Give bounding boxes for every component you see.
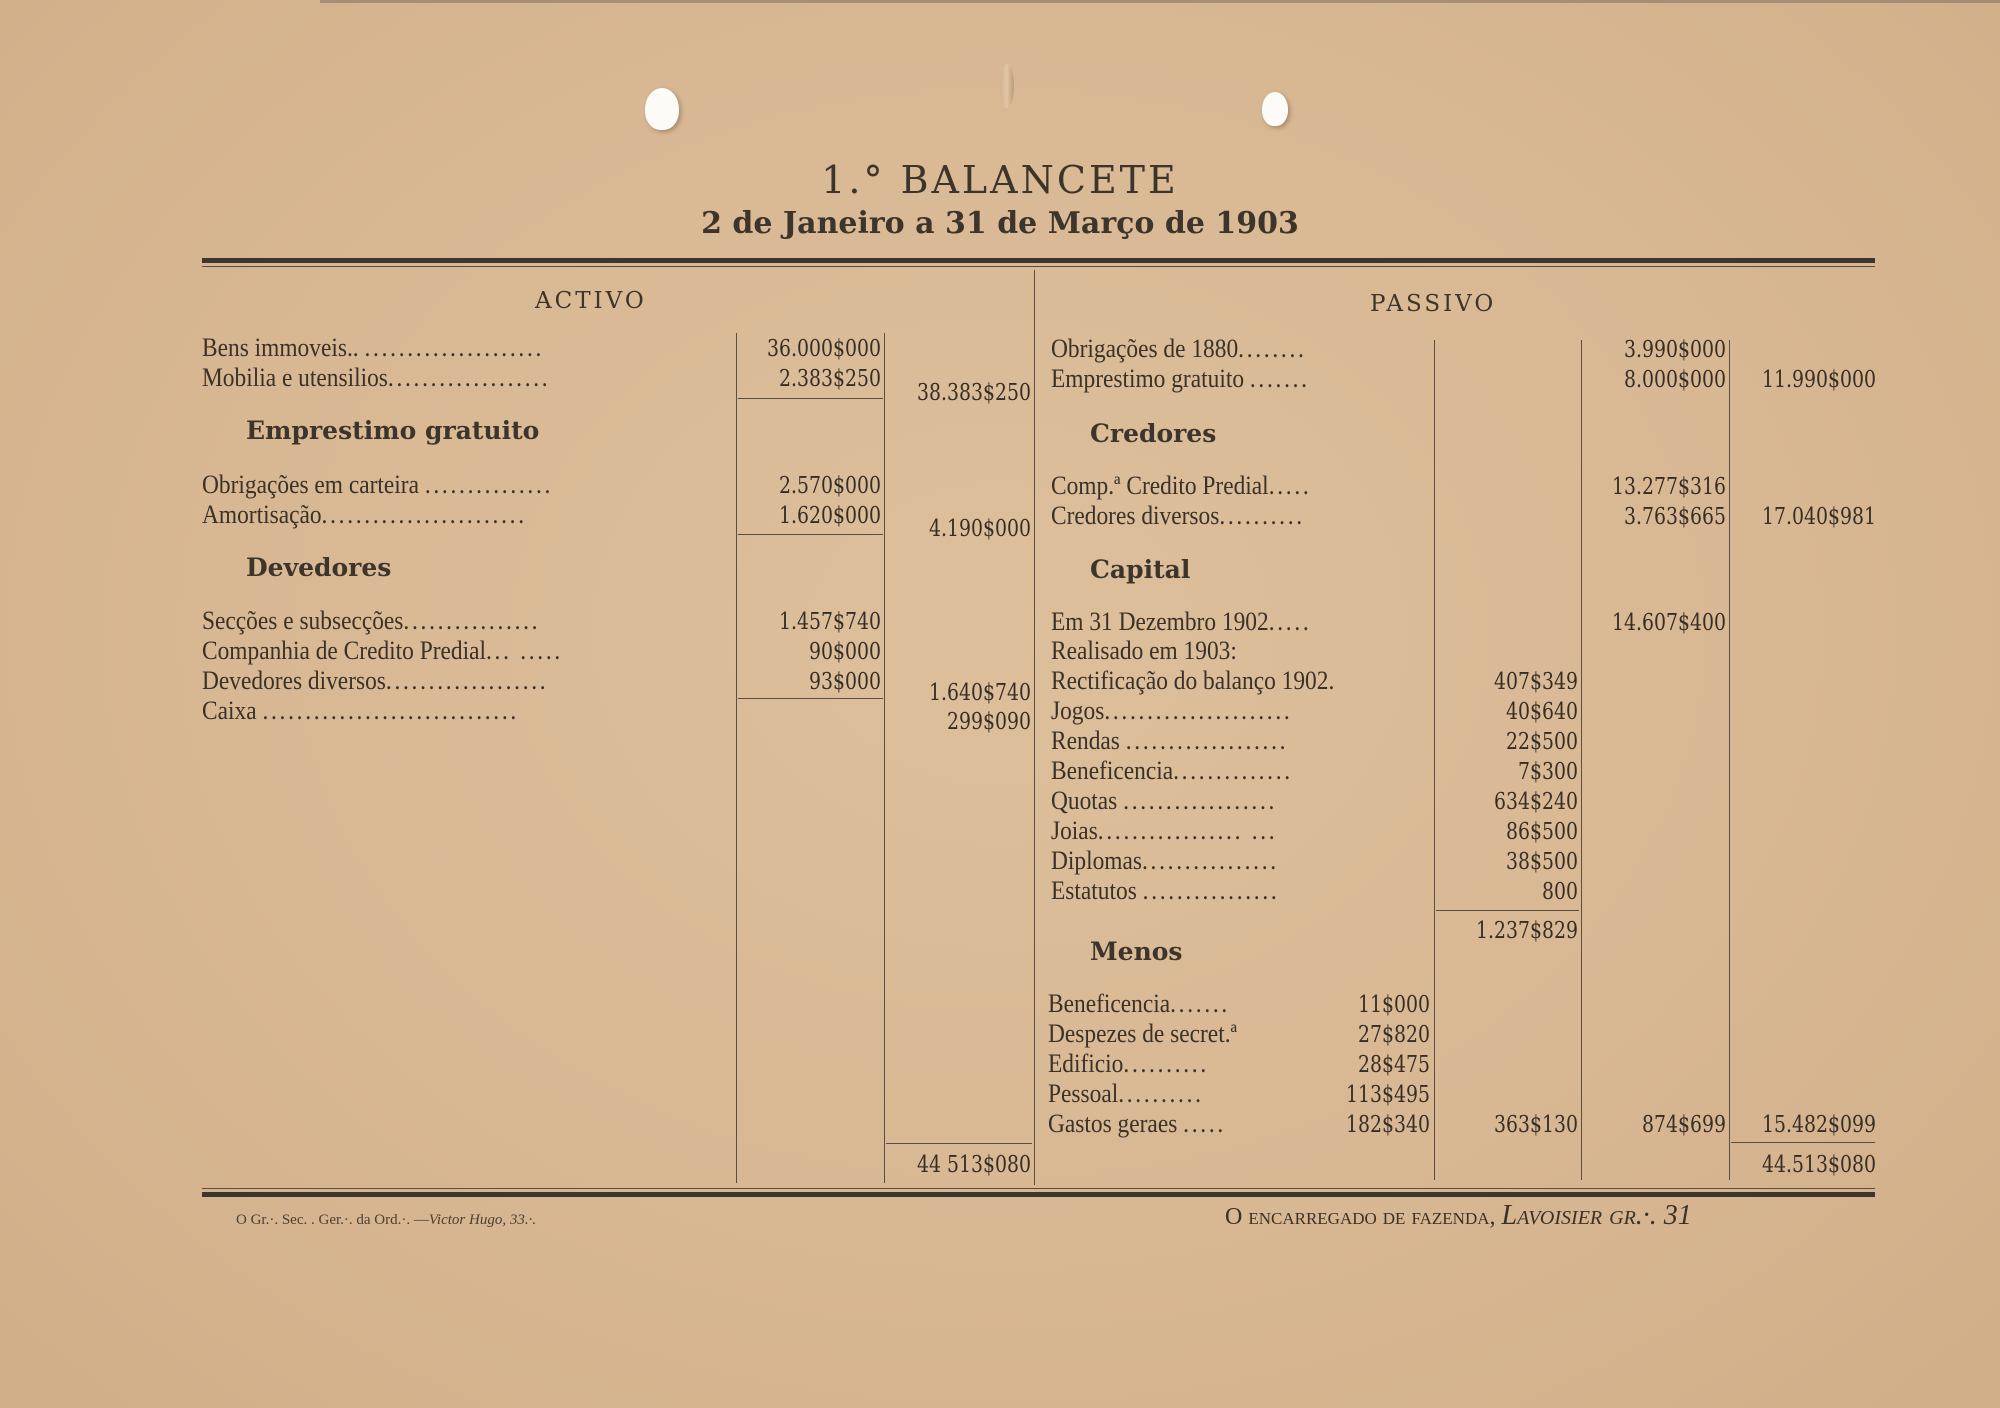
menos-row-amount: 113$495: [1346, 1082, 1430, 1108]
sum-line: [738, 398, 883, 399]
activo-row-amount: 1.620$000: [778, 503, 881, 529]
activo-row-amount: 90$000: [808, 639, 881, 665]
passivo-row-amount: 13.277$316: [1612, 474, 1726, 500]
passivo-heading: PASSIVO: [1370, 291, 1497, 317]
realisado-row-amount: 86$500: [1505, 819, 1578, 845]
footer-left: O Gr.·. Sec. . Ger.·. da Ord.·. —Victor Hugo, 33.·.: [236, 1212, 537, 1228]
passivo-col-line-1: [1434, 340, 1435, 1180]
activo-row-amount: 2.383$250: [778, 366, 881, 392]
realisado-row-label: Beneficencia..............: [1051, 756, 1293, 785]
net-realisado: 874$699: [1642, 1112, 1726, 1138]
realisado-row-amount: 22$500: [1505, 729, 1578, 755]
passivo-total: 44.513$080: [1762, 1152, 1876, 1178]
sum-line: [1436, 910, 1579, 911]
bottom-rule: [202, 1192, 1875, 1197]
activo-row-amount: 36.000$000: [767, 336, 881, 362]
sum-line: [1731, 1142, 1875, 1143]
activo-subtotal: 38.383$250: [917, 380, 1031, 406]
realisado-row-label: Rectificação do balanço 1902.: [1051, 666, 1337, 695]
activo-row-amount: 93$000: [808, 669, 881, 695]
sum-line: [886, 1143, 1032, 1144]
passivo-col-line-3: [1729, 340, 1730, 1180]
activo-row-label: Companhia de Credito Predial... .....: [202, 636, 563, 665]
realisado-row-amount: 38$500: [1505, 849, 1578, 875]
realisado-row-label: Jogos......................: [1051, 696, 1293, 725]
realisado-label: Realisado em 1903:: [1051, 636, 1237, 665]
document-subtitle: 2 de Janeiro a 31 de Março de 1903: [701, 206, 1299, 241]
document-title: 1.° BALANCETE: [821, 158, 1179, 202]
realisado-row-amount: 7$300: [1517, 759, 1578, 785]
realisado-row-amount: 407$349: [1494, 669, 1578, 695]
realisado-row-label: Diplomas................: [1051, 846, 1279, 875]
menos-row-label: Beneficencia.......: [1048, 989, 1230, 1018]
center-divider: [1034, 270, 1035, 1185]
activo-total: 44 513$080: [917, 1152, 1031, 1178]
punch-hole-right: [1262, 92, 1288, 126]
passivo-col-line-2: [1581, 340, 1582, 1180]
menos-row-label: Pessoal..........: [1048, 1079, 1204, 1108]
activo-group-heading: Devedores: [246, 553, 392, 582]
activo-row-label: Amortisação........................: [202, 500, 527, 529]
capital-total: 15.482$099: [1762, 1112, 1876, 1138]
passivo-row-amount: 3.763$665: [1623, 504, 1726, 530]
passivo-row-label: Comp.ª Credito Predial.....: [1051, 471, 1312, 500]
activo-row-label: Obrigações em carteira ...............: [202, 470, 554, 499]
activo-row-label: Mobilia e utensilios...................: [202, 363, 551, 392]
activo-row-label: Caixa ..............................: [202, 696, 519, 725]
menos-row-label: Despezes de secret.ª: [1048, 1019, 1238, 1048]
activo-row-label: Secções e subsecções................: [202, 606, 541, 635]
sum-line: [738, 698, 883, 699]
sum-line: [738, 534, 883, 535]
menos-total: 363$130: [1494, 1112, 1578, 1138]
punch-hole-left: [645, 88, 679, 130]
menos-row-amount: 28$475: [1357, 1052, 1430, 1078]
realisado-row-amount: 634$240: [1494, 789, 1578, 815]
menos-row-label: Edificio..........: [1048, 1049, 1209, 1078]
activo-row-amount: 1.457$740: [778, 609, 881, 635]
passivo-group-heading: Capital: [1090, 555, 1191, 584]
bottom-rule-thin: [202, 1188, 1875, 1189]
passivo-row-amount: 8.000$000: [1623, 367, 1726, 393]
top-rule-thin: [202, 266, 1875, 267]
passivo-subtotal: 17.040$981: [1762, 504, 1876, 530]
realisado-row-amount: 40$640: [1505, 699, 1578, 725]
activo-col-line-2: [884, 333, 885, 1183]
activo-row-amount: 2.570$000: [778, 473, 881, 499]
realisado-row-label: Quotas ..................: [1051, 786, 1278, 815]
activo-col-line-1: [736, 333, 737, 1183]
top-rule: [202, 258, 1875, 263]
menos-row-amount: 27$820: [1357, 1022, 1430, 1048]
activo-heading: ACTIVO: [535, 288, 647, 314]
realisado-row-label: Rendas ...................: [1051, 726, 1289, 755]
paper-crease: [1000, 64, 1014, 108]
passivo-row-label: Obrigações de 1880........: [1051, 334, 1307, 363]
passivo-group-heading: Credores: [1090, 419, 1217, 448]
realisado-row-amount: 800: [1541, 879, 1578, 905]
menos-row-label: Gastos geraes .....: [1048, 1109, 1226, 1138]
passivo-row-amount: 14.607$400: [1612, 610, 1726, 636]
passivo-row-amount: 3.990$000: [1623, 337, 1726, 363]
activo-subtotal: 1.640$740: [928, 680, 1031, 706]
passivo-row-label: Emprestimo gratuito .......: [1051, 364, 1310, 393]
menos-heading: Menos: [1090, 937, 1183, 966]
realisado-total: 1.237$829: [1475, 918, 1578, 944]
menos-row-amount: 11$000: [1357, 992, 1430, 1018]
passivo-row-label: Em 31 Dezembro 1902.....: [1051, 607, 1312, 636]
passivo-row-label: Credores diversos..........: [1051, 501, 1305, 530]
activo-caixa-amount: 299$090: [947, 709, 1031, 735]
activo-row-label: Bens immoveis.. .....................: [202, 333, 545, 362]
activo-group-heading: Emprestimo gratuito: [246, 416, 540, 445]
passivo-subtotal: 11.990$000: [1762, 367, 1876, 393]
activo-row-label: Devedores diversos...................: [202, 666, 549, 695]
realisado-row-label: Joias................. ...: [1051, 816, 1278, 845]
realisado-row-label: Estatutos ................: [1051, 876, 1280, 905]
paper-top-edge: [320, 0, 2000, 3]
footer-signature: O encarregado de fazenda, Lavoisier gr.·. 31: [1225, 1200, 1692, 1231]
activo-subtotal: 4.190$000: [928, 516, 1031, 542]
menos-row-amount: 182$340: [1346, 1112, 1430, 1138]
